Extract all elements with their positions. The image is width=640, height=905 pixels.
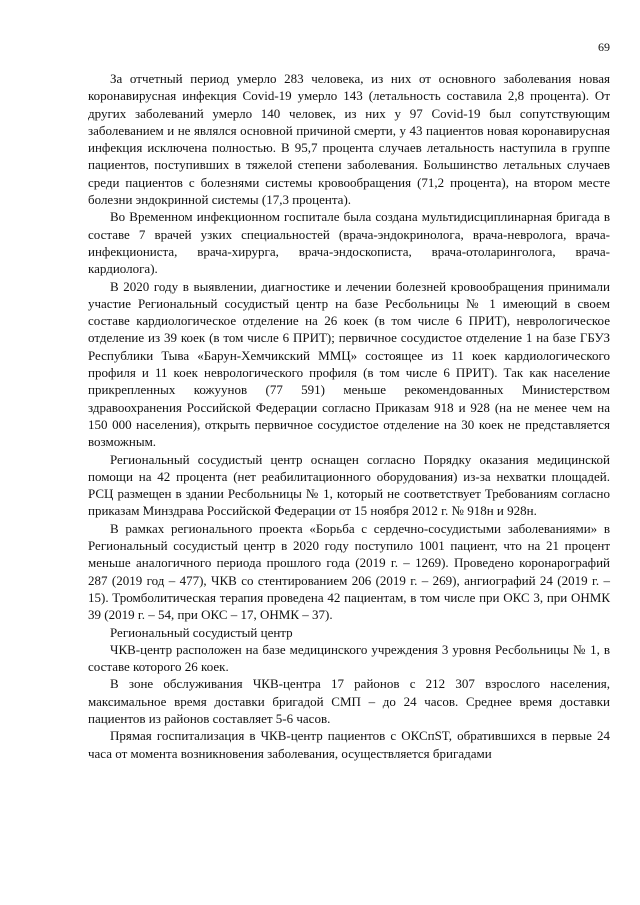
section-heading-rsc: Региональный сосудистый центр <box>110 624 293 640</box>
paragraph-mortality: За отчетный период умерло 283 человека, из них от основного заболевания новая коронавирусная инфекция Covid-19 умерло 143 (летальность составила 2,8 процента). От других заболеваний умерло 140 человек, из них у 97 Covid-19 был сопутствующим заболеванием и не являлся основной причиной смерти, у 43 пациентов новая коронавирусная инфекция исключена полностью. В 95,7 процента случаев летальность наступила в группе пациентов, поступивших в тяжелой степени заболевания. Большинство летальных случаев среди пациентов с болезнями системы кровообращения (71,2 процента), на втором месте болезни эндокринной системы (17,3 процента). <box>88 71 610 208</box>
paragraph-direct-hospitalization: Прямая госпитализация в ЧКВ-центр пациентов с ОКСпST, обратившихся в первые 24 часа от момента возникновения заболевания, осуществляется бригадами <box>88 728 610 761</box>
page-number: 69 <box>598 40 610 54</box>
paragraph-multidisciplinary-team: Во Временном инфекционном госпитале была создана мультидисциплинарная бригада в составе 7 врачей узких специальностей (врача-эндокринолога, врача-невролога, врача-инфекциониста, врача-хирурга, врача-эндоскописта, врача-отоларинголога, врача-кардиолога). <box>88 209 610 277</box>
paragraph-regional-project: В рамках регионального проекта «Борьба с сердечно-сосудистыми заболеваниями» в Региональный сосудистый центр в 2020 году поступило 1001 пациент, что на 21 процент меньше аналогичного периода прошлого года (2019 г. – 1269). Проведено коронарографий 287 (2019 год – 477), ЧКВ со стентированием 206 (2019 г. – 269), ангиографий 24 (2019 г. – 15). Тромболитическая терапия проведена 42 пациентам, в том числе при ОКС 3, при ОНМК 39 (2019 г. – 54, при ОКС – 17, ОНМК – 37). <box>88 520 610 623</box>
paragraph-rsc-equipment: Региональный сосудистый центр оснащен согласно Порядку оказания медицинской помощи на 42 процента (нет реабилитационного оборудования) из-за нехватки площадей. РСЦ размещен в здании Ресбольницы № 1, который не соответствует Требованиям согласно приказам Минздрава Российской Федерации от 15 ноября 2012 г. № 918н и 928н. <box>88 451 610 519</box>
paragraph-pci-center: ЧКВ-центр расположен на базе медицинского учреждения 3 уровня Ресбольницы № 1, в составе которого 26 коек. <box>88 641 610 675</box>
paragraph-service-zone: В зоне обслуживания ЧКВ-центра 17 районов с 212 307 взрослого населения, максимальное время доставки бригадой СМП – до 24 часов. Среднее время доставки пациентов из районов составляет 5-6 часов. <box>88 676 610 726</box>
paragraph-circulatory-diseases: В 2020 году в выявлении, диагностике и лечении болезней кровообращения принимали участие Региональный сосудистый центр на базе Ресбольницы № 1 имеющий в своем составе кардиологическое отделение на 26 коек (в том числе 6 ПРИТ), неврологическое отделение из 39 коек (в том числе 6 ПРИТ); первичное сосудистое отделение 1 на базе ГБУЗ Республики Тыва «Барун-Хемчикский ММЦ» состоящее из 11 коек кардиологического профиля и 11 коек неврологического профиля (в том числе 6 ПРИТ). Так как население прикрепленных кожуунов (77 591) меньше рекомендованных Министерством здравоохранения Российской Федерации согласно Приказам 918 и 928 (на не менее чем на 150 000 населения), открыть первичное сосудистое отделение на 30 коек не представляется возможным. <box>88 278 610 450</box>
body-text <box>88 70 610 762</box>
